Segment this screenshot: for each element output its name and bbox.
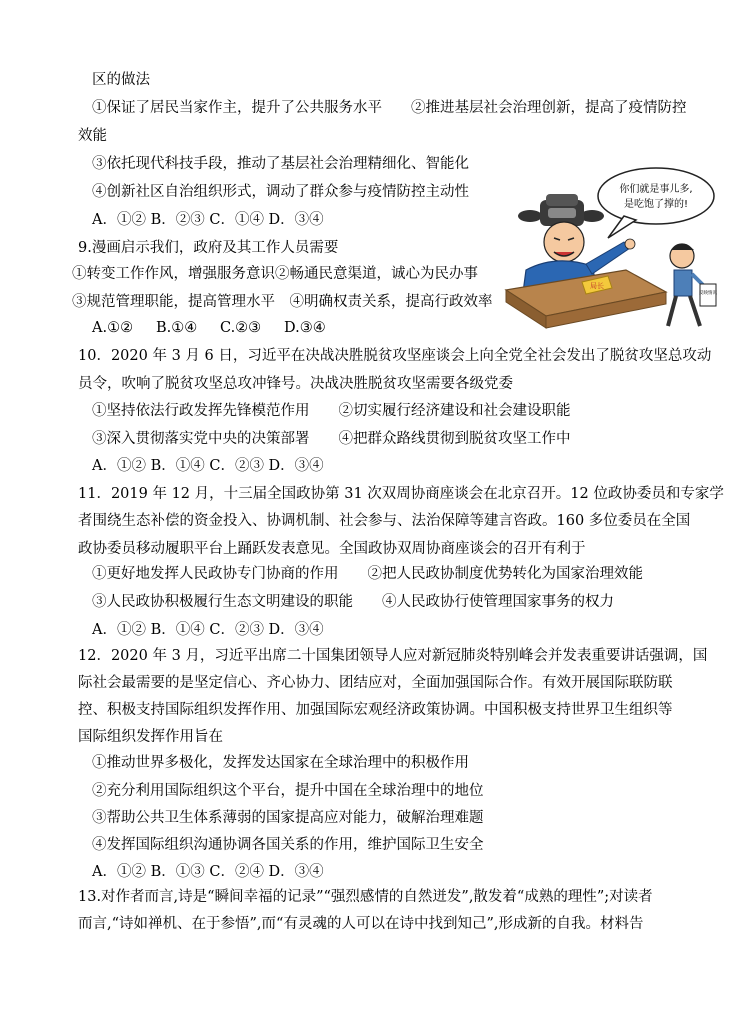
q8-option-line-1: ①保证了居民当家作主，提升了公共服务水平 ②推进基层社会治理创新，提高了疫情防控 [92, 100, 687, 116]
report-paper-label: 反映情况 [699, 291, 717, 296]
q12-option-4: ④发挥国际组织沟通协调各国关系的作用，维护国际卫生安全 [92, 837, 484, 853]
q8-option-line-1-wrap: 效能 [78, 128, 107, 144]
cartoon-illustration [496, 150, 720, 330]
q12-stem-line-4: 国际组织发挥作用旨在 [78, 729, 223, 745]
q11-stem-line-2: 者围绕生态补偿的资金投入、协调机制、社会参与、法治保障等建言咨政。160 多位委员在全国 [78, 513, 691, 529]
q9-answer-a: A.①② [92, 320, 134, 336]
q13-stem-line-1: 13.对作者而言,诗是“瞬间幸福的记录”“强烈感情的自然迸发”,散发着“成熟的理性”;对读者 [78, 889, 653, 905]
q11-option-line-2: ③人民政协积极履行生态文明建设的职能 ④人民政协行使管理国家事务的权力 [92, 594, 614, 610]
q9-answer-b: B.①④ [156, 320, 198, 336]
q11-option-line-1: ①更好地发挥人民政协专门协商的作用 ②把人民政协制度优势转化为国家治理效能 [92, 566, 643, 582]
speech-bubble-tail [608, 216, 636, 238]
q9-option-line-1: ①转变工作作风，增强服务意识②畅通民意渠道，诚心为民办事 [72, 266, 478, 282]
citizen-figure [668, 244, 717, 326]
q12-answers: A．①② B．①③ C．②④ D．③④ [92, 864, 324, 880]
q10-option-line-1: ①坚持依法行政发挥先锋模范作用 ②切实履行经济建设和社会建设职能 [92, 403, 571, 419]
q10-answers: A．①② B．①④ C．②③ D．③④ [92, 458, 324, 474]
q13-stem-line-2: 而言,“诗如禅机、在于参悟”,而“有灵魂的人可以在诗中找到知己”,形成新的自我。材料告 [78, 916, 644, 932]
q10-option-line-2: ③深入贯彻落实党中央的决策部署 ④把群众路线贯彻到脱贫攻坚工作中 [92, 431, 571, 447]
q12-option-2: ②充分利用国际组织这个平台，提升中国在全球治理中的地位 [92, 783, 484, 799]
q8-option-3: ③依托现代科技手段，推动了基层社会治理精细化、智能化 [92, 156, 469, 172]
q9-answers [92, 318, 326, 338]
q9-answer-c: C.②③ [220, 320, 262, 336]
official-hat [518, 194, 604, 226]
q12-stem-line-1: 12．2020 年 3 月，习近平出席二十国集团领导人应对新冠肺炎特别峰会并发表重要讲话强调，国 [78, 648, 708, 664]
desk-sign-text: 局长 [590, 282, 604, 290]
q9-answer-d: D.③④ [284, 320, 326, 336]
q12-option-3: ③帮助公共卫生体系薄弱的国家提高应对能力，破解治理难题 [92, 810, 484, 826]
q12-option-1: ①推动世界多极化，发挥发达国家在全球治理中的积极作用 [92, 755, 469, 771]
q9-stem: 9.漫画启示我们，政府及其工作人员需要 [78, 240, 339, 256]
q8-stem-tail: 区的做法 [92, 72, 150, 88]
q11-stem-line-3: 政协委员移动履职平台上踊跃发表意见。全国政协双周协商座谈会的召开有利于 [78, 541, 586, 557]
q11-answers: A．①② B．①④ C．②③ D．③④ [92, 622, 324, 638]
q10-stem-line-2: 员令，吹响了脱贫攻坚总攻冲锋号。决战决胜脱贫攻坚需要各级党委 [78, 376, 513, 392]
q8-option-4: ④创新社区自治组织形式，调动了群众参与疫情防控主动性 [92, 184, 469, 200]
q8-answers: A．①② B．②③ C．①④ D．③④ [92, 212, 324, 228]
q10-stem-line-1: 10．2020 年 3 月 6 日，习近平在决战决胜脱贫攻坚座谈会上向全党全社会发出了脱贫攻坚总攻动 [78, 348, 712, 364]
q9-option-line-2: ③规范管理职能，提高管理水平 ④明确权责关系，提高行政效率 [72, 294, 493, 310]
speech-bubble [598, 168, 714, 224]
speech-line-1: 你们就是事儿多, [619, 184, 693, 195]
q12-stem-line-3: 控、积极支持国际组织发挥作用、加强国际宏观经济政策协调。中国积极支持世界卫生组织等 [78, 702, 673, 718]
q11-stem-line-1: 11．2019 年 12 月，十三届全国政协第 31 次双周协商座谈会在北京召开。12 位政协委员和专家学 [78, 486, 724, 502]
q12-stem-line-2: 际社会最需要的是坚定信心、齐心协力、团结应对，全面加强国际合作。有效开展国际联防联 [78, 675, 673, 691]
speech-line-2: 是吃饱了撑的! [623, 199, 689, 210]
